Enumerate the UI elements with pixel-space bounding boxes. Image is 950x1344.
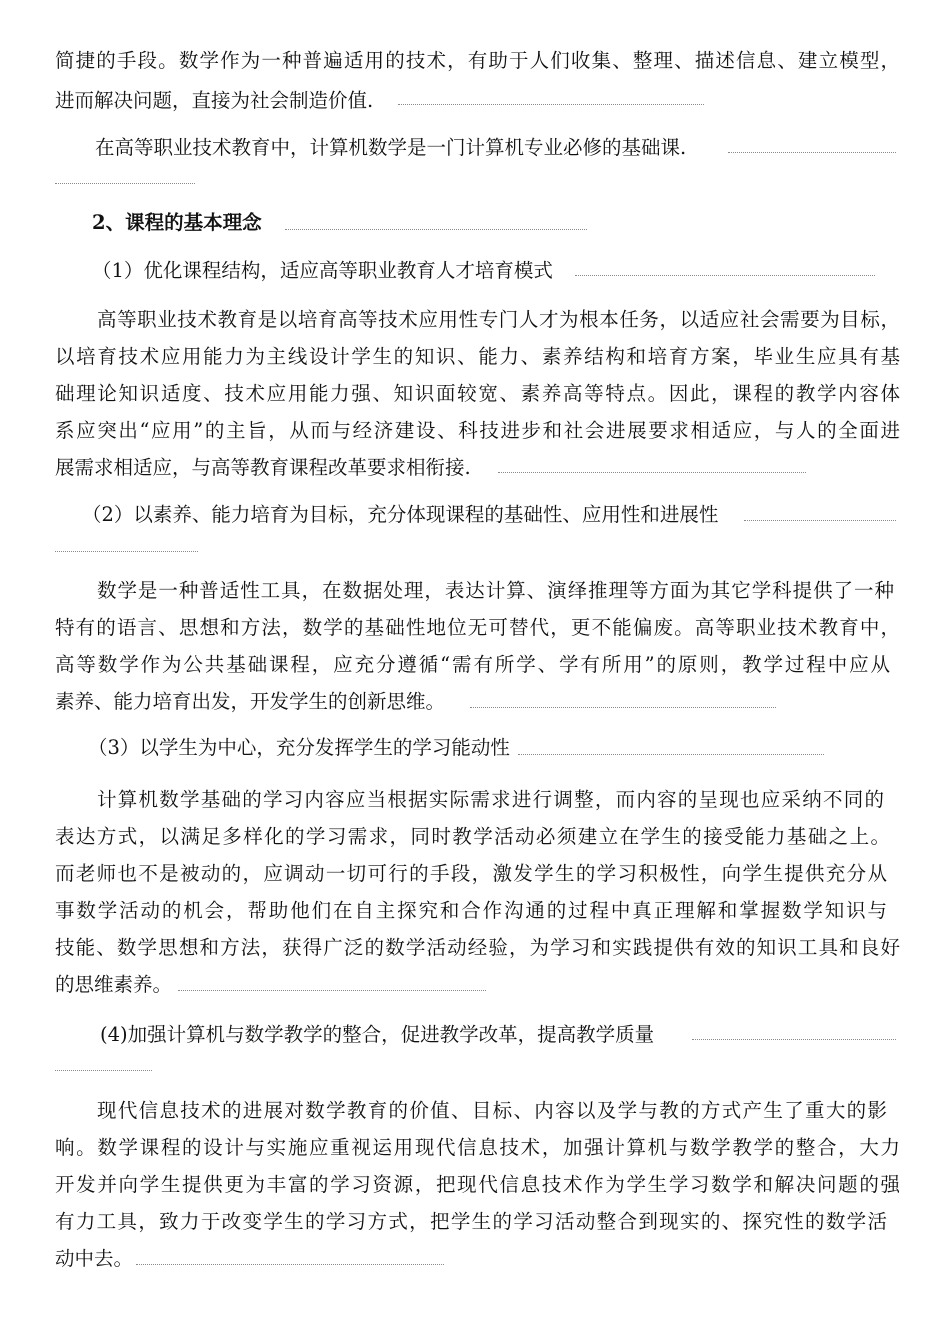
text-line: 技能、数学思想和方法，获得广泛的数学活动经验，为学习和实践提供有效的知识工具和良好	[55, 936, 900, 959]
text-line: 在高等职业技术教育中，计算机数学是一门计算机专业必修的基础课.	[95, 136, 687, 159]
text-line: 表达方式，以满足多样化的学习需求，同时教学活动必须建立在学生的接受能力基础之上。	[55, 825, 890, 848]
text-line: 而老师也不是被动的，应调动一切可行的手段，激发学生的学习积极性，向学生提供充分从	[55, 862, 887, 885]
leader-dots	[728, 152, 896, 153]
text-line: 计算机数学基础的学习内容应当根据实际需求进行调整，而内容的呈现也应采纳不同的	[97, 788, 884, 811]
leader-dots	[398, 104, 704, 105]
text-line: 有力工具，致力于改变学生的学习方式，把学生的学习活动整合到现实的、探究性的数学活	[55, 1210, 887, 1233]
text-line: 素养、能力培育出发，开发学生的创新思维。	[55, 690, 446, 713]
subheading: （3）以学生为中心，充分发挥学生的学习能动性	[88, 736, 510, 759]
leader-dots	[136, 1264, 444, 1265]
leader-dots	[575, 275, 875, 276]
subheading: (4)加强计算机与数学教学的整合，促进教学改革，提高教学质量	[100, 1023, 655, 1046]
subheading: （2）以素养、能力培育为目标，充分体现课程的基础性、应用性和进展性	[82, 503, 719, 526]
text-line: 开发并向学生提供更为丰富的学习资源，把现代信息技术作为学生学习数学和解决问题的强	[55, 1173, 900, 1196]
text-line: 展需求相适应，与高等教育课程改革要求相衔接.	[55, 456, 471, 479]
text-line: 以培育技术应用能力为主线设计学生的知识、能力、素养结构和培育方案，毕业生应具有基	[55, 345, 900, 368]
text-line: 础理论知识适度、技术应用能力强、知识面较宽、素养高等特点。因此，课程的教学内容体	[55, 382, 900, 405]
text-line: 高等数学作为公共基础课程，应充分遵循“需有所学、学有所用”的原则，教学过程中应从	[55, 653, 890, 676]
text-line: 的思维素养。	[55, 973, 173, 996]
section-heading: 2、课程的基本理念	[92, 211, 262, 234]
text-line: 现代信息技术的进展对数学教育的价值、目标、内容以及学与教的方式产生了重大的影	[97, 1099, 887, 1122]
text-line: 特有的语言、思想和方法，数学的基础性地位无可替代，更不能偏废。高等职业技术教育中，	[55, 616, 900, 639]
leader-dots	[285, 229, 587, 230]
subheading: （1）优化课程结构，适应高等职业教育人才培育模式	[92, 259, 553, 282]
text-line: 响。数学课程的设计与实施应重视运用现代信息技术，加强计算机与数学教学的整合，大力	[55, 1136, 900, 1159]
text-line: 系应突出“应用”的主旨，从而与经济建设、科技进步和社会进展要求相适应，与人的全面进	[55, 419, 900, 442]
text-line: 事数学活动的机会，帮助他们在自主探究和合作沟通的过程中真正理解和掌握数学知识与	[55, 899, 887, 922]
leader-dots	[744, 520, 896, 521]
leader-dots	[470, 707, 776, 708]
text-line: 动中去。	[55, 1247, 134, 1270]
leader-dots	[55, 551, 198, 552]
leader-dots	[692, 1039, 896, 1040]
leader-dots	[55, 1070, 152, 1071]
leader-dots	[498, 472, 806, 473]
leader-dots	[178, 990, 486, 991]
text-line: 高等职业技术教育是以培育高等技术应用性专门人才为根本任务，以适应社会需要为目标，	[97, 308, 900, 331]
text-line: 数学是一种普适性工具，在数据处理，表达计算、演绎推理等方面为其它学科提供了一种	[97, 579, 894, 602]
text-line: 简捷的手段。数学作为一种普遍适用的技术，有助于人们收集、整理、描述信息、建立模型，	[55, 49, 900, 72]
leader-dots	[55, 183, 195, 184]
leader-dots	[518, 754, 824, 755]
text-line: 进而解决问题，直接为社会制造价值.	[55, 89, 374, 112]
